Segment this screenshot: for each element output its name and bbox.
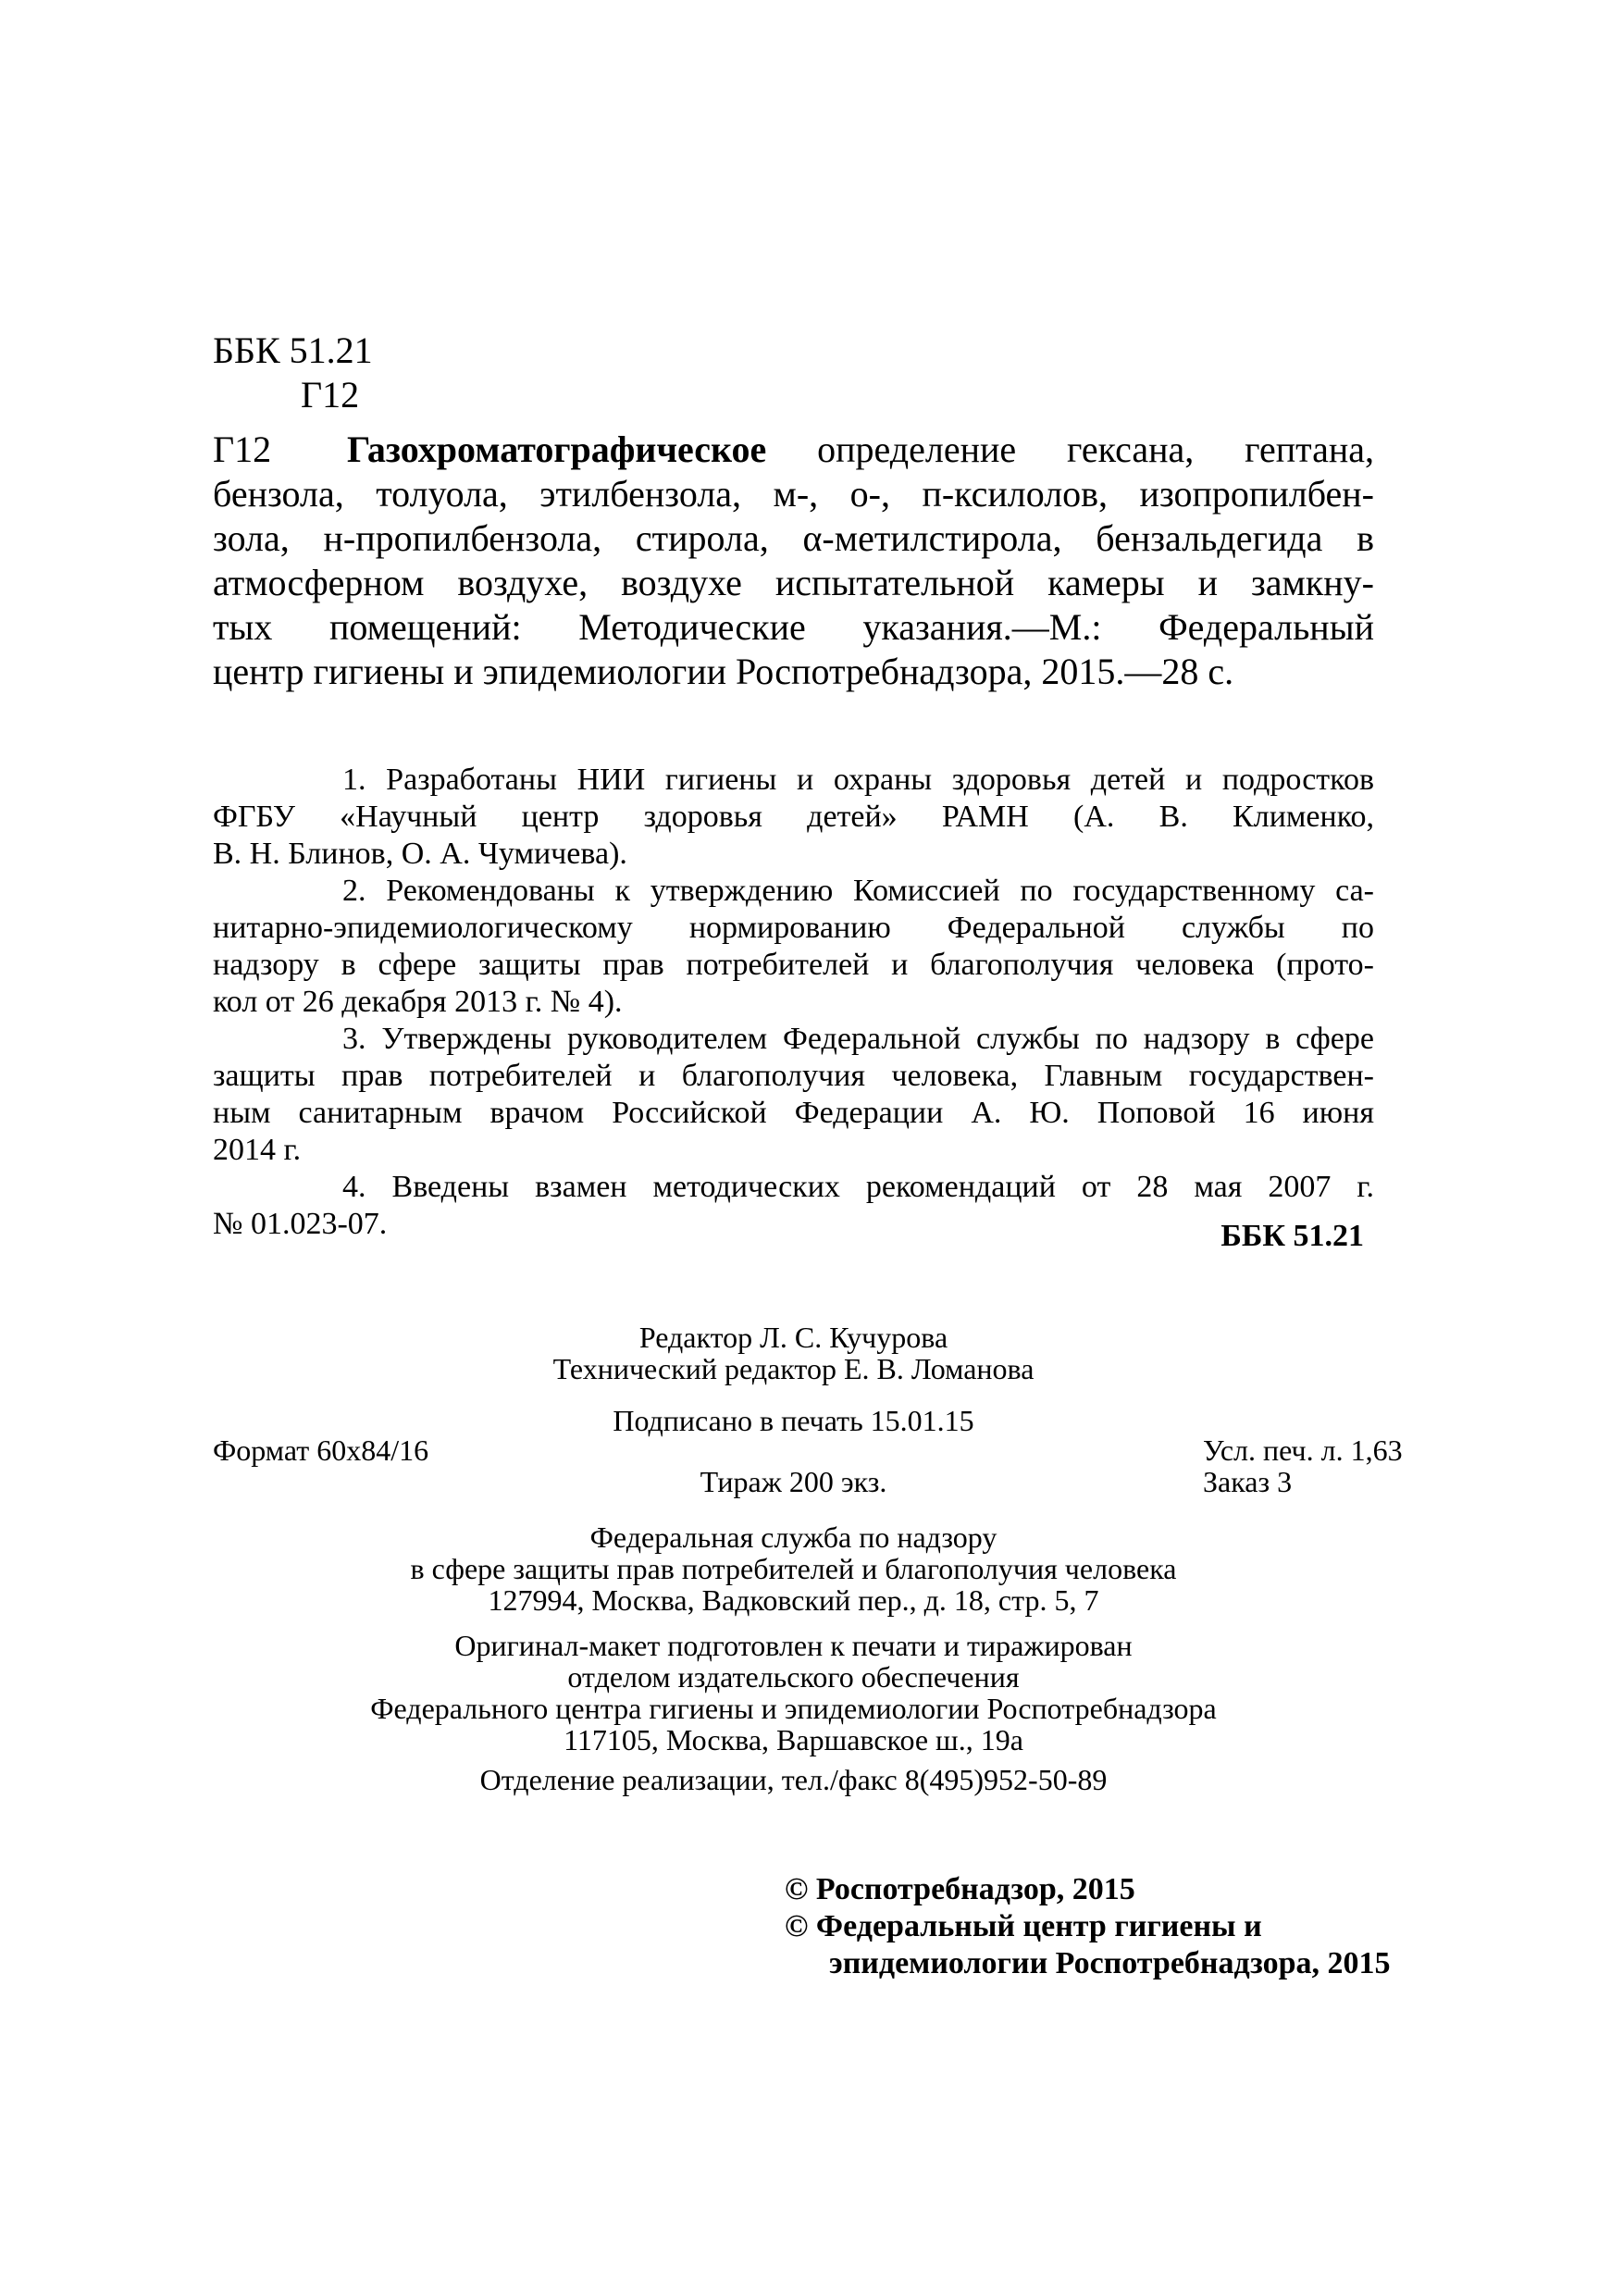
- publisher-line: 127994, Москва, Вадковский пер., д. 18, стр. 5, 7: [488, 1583, 1099, 1617]
- signed-text: Подписано в печать 15.01.15: [613, 1404, 974, 1437]
- tech-editor: Технический редактор Е. В. Ломанова: [552, 1352, 1035, 1385]
- sales-text: Отделение реализации, тел./факс 8(495)952-50-89: [479, 1763, 1108, 1796]
- print-run-text: Тираж 200 экз.: [700, 1465, 887, 1498]
- author-mark: Г12: [301, 374, 360, 416]
- note-2-line-1: 2. Рекомендованы к утверждению Комиссией по государственному са-: [342, 874, 1374, 908]
- editors: [213, 1322, 1374, 1384]
- layout-line: Оригинал-макет подготовлен к печати и тиражирован: [454, 1629, 1133, 1662]
- bbk-index: ББК 51.21: [213, 329, 373, 371]
- entry-line-1-rest: определение гексана, гептана,: [817, 428, 1375, 470]
- entry-line-5: тых помещений: Методические указания.—М.: Федеральный: [213, 606, 1374, 648]
- note-1-line-2: ФГБУ «Научный центр здоровья детей» РАМН (А. В. Клименко,: [213, 800, 1374, 834]
- layout-line: 117105, Москва, Варшавское ш., 19а: [564, 1723, 1023, 1756]
- layout-info: [213, 1630, 1374, 1756]
- copyright-block: [785, 1871, 1391, 1982]
- order-number: Заказ 3: [1203, 1465, 1293, 1498]
- entry-line-2: бензола, толуола, этилбензола, м-, о-, п-ксилолов, изопропилбен-: [213, 473, 1374, 515]
- bibliographic-entry: [213, 428, 1374, 694]
- layout-line: Федерального центра гигиены и эпидемиологии Роспотребнадзора: [370, 1692, 1217, 1725]
- note-2-line-4: кол от 26 декабря 2013 г. № 4).: [213, 985, 623, 1019]
- publisher-info: [213, 1521, 1374, 1616]
- entry-line-4: атмосферном воздухе, воздухе испытательной камеры и замкну-: [213, 562, 1374, 603]
- note-2-line-3: надзору в сфере защиты прав потребителей и благополучия человека (прото-: [213, 948, 1374, 982]
- entry-line-1: [213, 428, 1374, 472]
- copyright-line-1: © Роспотребнадзор, 2015: [785, 1872, 1135, 1906]
- entry-title-bold: Газохроматографическое: [347, 428, 767, 470]
- copyright-line-2: © Федеральный центр гигиены и: [785, 1909, 1262, 1943]
- note-3-line-2: защиты прав потребителей и благополучия человека, Главным государствен-: [213, 1059, 1374, 1093]
- bbk-index-bottom: ББК 51.21: [1220, 1219, 1364, 1253]
- publisher-line: Федеральная служба по надзору: [589, 1520, 997, 1554]
- copyright-line-3: эпидемиологии Роспотребнадзора, 2015: [829, 1946, 1391, 1980]
- editor: Редактор Л. С. Кучурова: [638, 1321, 948, 1354]
- note-4-line-1: 4. Введены взамен методических рекомендаций от 28 мая 2007 г.: [342, 1170, 1374, 1204]
- layout-line: отделом издательского обеспечения: [567, 1660, 1020, 1694]
- paper-format: Формат 60x84/16: [213, 1433, 429, 1467]
- signed-to-print: [213, 1405, 1374, 1436]
- document-notes: [213, 762, 1374, 1243]
- note-1-line-3: В. Н. Блинов, О. А. Чумичева).: [213, 837, 627, 871]
- note-3-line-1: 3. Утверждены руководителем Федеральной службы по надзору в сфере: [342, 1022, 1374, 1056]
- entry-line-6: центр гигиены и эпидемиологии Роспотребнадзора, 2015.—28 с.: [213, 651, 1234, 692]
- sales-department: [213, 1764, 1374, 1795]
- note-2-line-2: нитарно-эпидемиологическому нормированию Федеральной службы по: [213, 911, 1374, 945]
- publisher-line: в сфере защиты прав потребителей и благополучия человека: [410, 1552, 1177, 1585]
- note-4-line-2: № 01.023-07.: [213, 1207, 388, 1241]
- note-3-line-3: ным санитарным врачом Российской Федерации А. Ю. Поповой 16 июня: [213, 1096, 1374, 1130]
- note-3-line-4: 2014 г.: [213, 1133, 302, 1167]
- entry-line-3: зола, н-пропилбензола, стирола, α-метилстирола, бензальдегида в: [213, 517, 1374, 559]
- note-1-line-1: 1. Разработаны НИИ гигиены и охраны здоровья детей и подростков: [342, 763, 1374, 797]
- entry-code: Г12: [213, 428, 272, 470]
- print-run: [213, 1466, 1374, 1497]
- printed-sheets: Усл. печ. л. 1,63: [1203, 1433, 1403, 1467]
